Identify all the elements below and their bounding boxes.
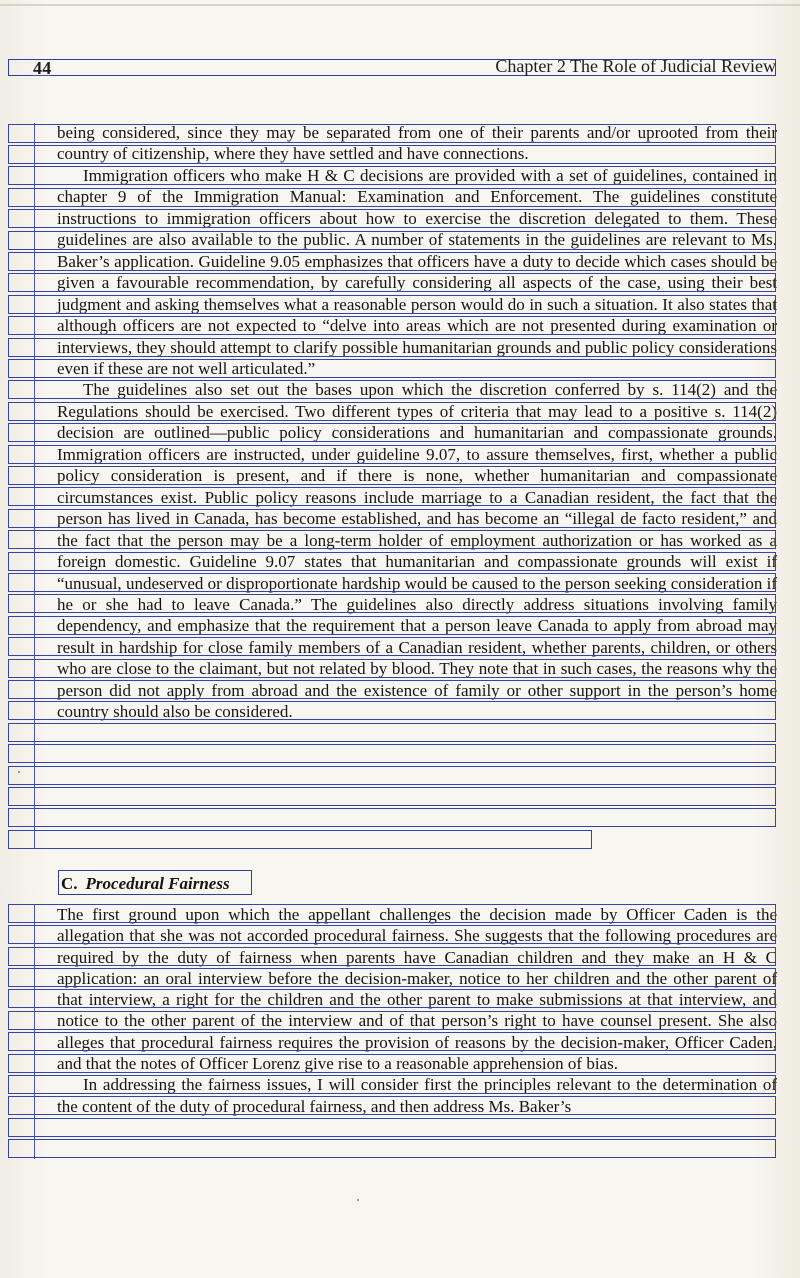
procedural-fairness-text — [57, 904, 777, 1117]
running-head: Chapter 2 The Role of Judicial Review — [495, 56, 776, 76]
section-heading-letter: C. — [61, 874, 78, 893]
paragraph-continuation: being considered, since they may be separated from one of their parents and/or uprooted from their country of citizenship, where they have settled and have connections. — [57, 123, 777, 164]
section-heading-title: Procedural Fairness — [85, 874, 230, 893]
section-heading — [58, 870, 252, 895]
page-number: 44 — [33, 58, 52, 78]
paragraph-guidelines-intro: Immigration officers who make H & C decisions are provided with a set of guidelines, contained in chapter 9 of the Immigration Manual: Examination and Enforcement. The guidelines constitute instructions to immigration officers about how to exercise the discretion delegated to them. These guidelines are also available to the public. A number of statements in the guidelines are relevant to Ms. Baker’s application. Guideline 9.05 emphasizes that officers have a duty to decide which cases should be given a favourable recommendation, by carefully considering all aspects of the case, using their best judgment and asking themselves what a reasonable person would do in such a situation. It also states that although officers are not expected to “delve into areas which are not presented during examination or interviews, they should attempt to clarify possible humanitarian grounds and public policy considerations even if these are not well articulated.” — [57, 165, 777, 378]
body-text-section — [57, 122, 777, 723]
paragraph-guidelines-bases: The guidelines also set out the bases upon which the discretion conferred by s. 114(2) and the Regulations should be exercised. Two different types of criteria that may lead to a positive s. 114(2) decision are outlined—public policy considerations and humanitarian and compassionate grounds. Immigration officers are instructed, under guideline 9.07, to assure themselves, first, whether a public policy consideration is present, and if there is none, whether humanitarian and compassionate circumstances exist. Public policy reasons include marriage to a Canadian resident, the fact that the person has lived in Canada, has become established, and has become an “illegal de facto resident,” and the fact that the person may be a long-term holder of employment authorization or has worked as a foreign domestic. Guideline 9.07 states that humanitarian and compassionate grounds will exist if “unusual, undeserved or disproportionate hardship would be caused to the person seeking consideration if he or she had to leave Canada.” The guidelines also directly address situations involving family dependency, and emphasize that the requirement that a person leave Canada to apply from abroad may result in hardship for close family members of a Canadian resident, whether parents, children, or others who are close to the claimant, but not related by blood. They note that in such cases, the reasons why the person did not apply from abroad and the existence of family or other support in the person’s home country should also be considered. — [57, 380, 777, 722]
scan-edge-line — [0, 4, 800, 6]
paragraph-procedural-fairness-ground: The first ground upon which the appellant challenges the decision made by Officer Caden is the allegation that she was not accorded procedural fairness. She suggests that the following procedures are required by the duty of fairness when parents have Canadian children and they make an H & C application: an oral interview before the decision-maker, notice to her children and the other parent of that interview, a right for the children and the other parent to make submissions at that interview, and notice to the other parent of the interview and of that person’s right to have counsel present. She also alleges that procedural fairness requires the provision of reasons by the decision-maker, Officer Caden, and that the notes of Officer Lorenz give rise to a reasonable apprehension of bias. — [57, 905, 777, 1074]
paragraph-fairness-issues: In addressing the fairness issues, I will consider first the principles relevant to the determination of the content of the duty of procedural fairness, and then address Ms. Baker’s — [57, 1075, 777, 1116]
